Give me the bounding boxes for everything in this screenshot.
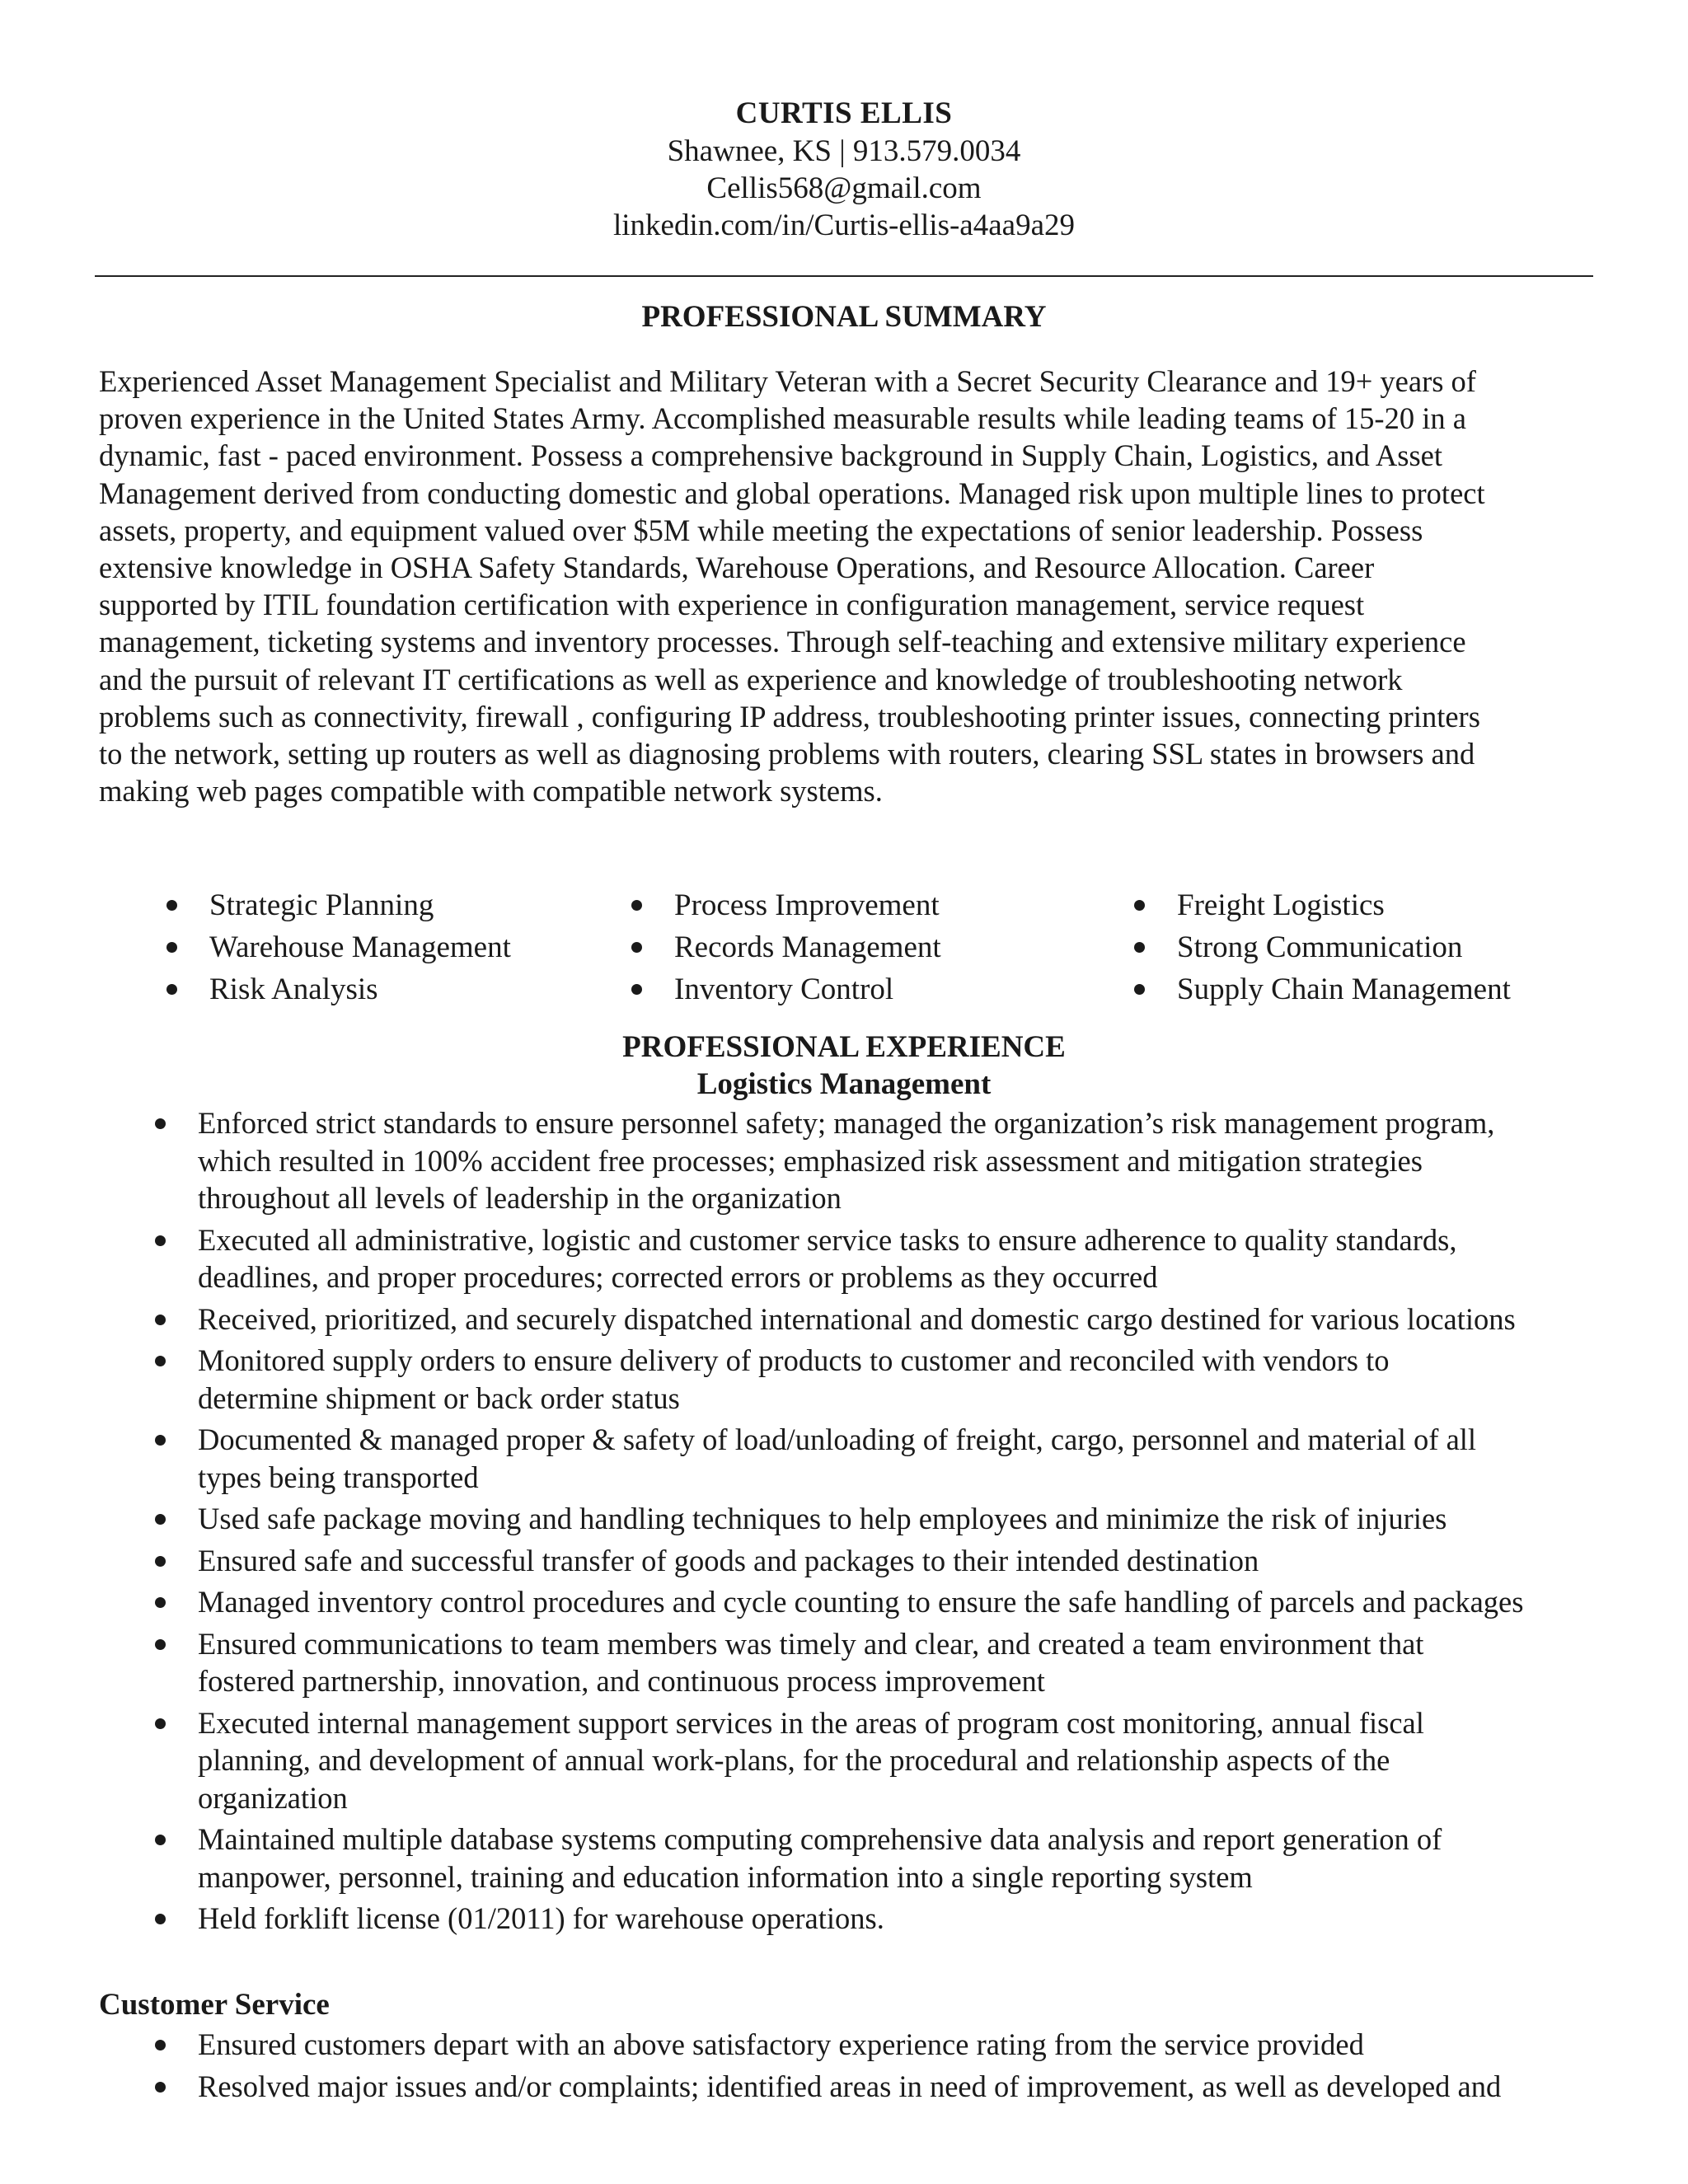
summary-line: supported by ITIL foundation certification with experience in configuration management, service request xyxy=(99,588,1365,622)
summary-line: management, ticketing systems and inventory processes. Through self-teaching and extensive military experience xyxy=(99,625,1466,659)
skill-item xyxy=(674,884,941,926)
email-address: Cellis568@gmail.com xyxy=(706,171,982,205)
customer-service-bullets xyxy=(198,2026,1599,2109)
experience-bullet: Maintained multiple database systems computing comprehensive data analysis and report generation of manpower, personnel, training and education information into a single reporting system xyxy=(198,1821,1599,1896)
experience-bullet: Executed internal management support services in the areas of program cost monitoring, annual fiscal planning, and development of annual work-plans, for the procedural and relationship aspects of the organization xyxy=(198,1704,1599,1817)
bullet-icon xyxy=(155,1639,166,1650)
resume-header xyxy=(0,95,1688,244)
logistics-subheading: Logistics Management xyxy=(696,1067,992,1101)
skills-list xyxy=(0,884,1688,1016)
skills-column xyxy=(1177,884,1511,1010)
summary-line: proven experience in the United States Army. Accomplished measurable results while leading teams of 15-20 in a xyxy=(99,401,1466,436)
bullet-icon xyxy=(155,1118,166,1129)
skill-label: Records Management xyxy=(674,930,941,964)
summary-line: Experienced Asset Management Specialist and Military Veteran with a Secret Security Clearance and 19+ years of xyxy=(99,364,1476,398)
bullet-icon xyxy=(155,2082,166,2093)
experience-bullet: Enforced strict standards to ensure personnel safety; managed the organization’s risk management program, which resulted in 100% accident free processes; emphasized risk assessment and mitigation strategies throughout all levels of leadership in the organization xyxy=(198,1104,1599,1217)
logistics-bullets xyxy=(198,1104,1599,1942)
skill-item xyxy=(209,926,511,968)
experience-bullet: Ensured safe and successful transfer of goods and packages to their intended destination xyxy=(198,1542,1599,1580)
bullet-icon xyxy=(155,1914,166,1924)
skill-label: Inventory Control xyxy=(674,972,894,1006)
skill-item xyxy=(674,926,941,968)
bullet-icon xyxy=(155,1556,166,1567)
bullet-icon xyxy=(155,1514,166,1525)
summary-heading: PROFESSIONAL SUMMARY xyxy=(641,300,1047,334)
skills-column xyxy=(674,884,941,1010)
summary-line: and the pursuit of relevant IT certifications as well as experience and knowledge of troubleshooting network xyxy=(99,662,1403,696)
bullet-icon xyxy=(155,1718,166,1729)
bullet-icon xyxy=(155,2040,166,2050)
bullet-icon xyxy=(155,1597,166,1608)
bullet-icon xyxy=(155,1235,166,1246)
skill-label: Risk Analysis xyxy=(209,972,378,1006)
experience-bullet: Executed all administrative, logistic and customer service tasks to ensure adherence to quality standards, deadlines, and proper procedures; corrected errors or problems as they occurred xyxy=(198,1221,1599,1296)
bullet-icon xyxy=(631,900,642,911)
experience-bullet: Resolved major issues and/or complaints; identified areas in need of improvement, as well as developed and xyxy=(198,2068,1599,2106)
skill-label: Supply Chain Management xyxy=(1177,972,1511,1006)
experience-bullet: Used safe package moving and handling techniques to help employees and minimize the risk of injuries xyxy=(198,1500,1599,1538)
header-divider xyxy=(95,275,1593,277)
experience-bullet: Held forklift license (01/2011) for warehouse operations. xyxy=(198,1900,1599,1938)
location-phone: Shawnee, KS | 913.579.0034 xyxy=(667,134,1021,168)
summary-line: Management derived from conducting domestic and global operations. Managed risk upon multiple lines to protect xyxy=(99,476,1485,510)
skill-label: Warehouse Management xyxy=(209,930,511,964)
experience-bullet: Documented & managed proper & safety of load/unloading of freight, cargo, personnel and material of all types being transported xyxy=(198,1421,1599,1496)
skill-item xyxy=(209,884,511,926)
skill-item xyxy=(674,968,941,1010)
skill-label: Freight Logistics xyxy=(1177,888,1385,922)
bullet-icon xyxy=(155,1315,166,1325)
skill-label: Strong Communication xyxy=(1177,930,1463,964)
skills-column xyxy=(209,884,511,1010)
skill-label: Strategic Planning xyxy=(209,888,434,922)
customer-service-subheading: Customer Service xyxy=(99,1988,330,2022)
experience-bullet: Managed inventory control procedures and cycle counting to ensure the safe handling of parcels and packages xyxy=(198,1583,1599,1621)
summary-line: assets, property, and equipment valued over $5M while meeting the expectations of senior leadership. Possess xyxy=(99,513,1423,547)
experience-heading: PROFESSIONAL EXPERIENCE xyxy=(622,1030,1066,1064)
bullet-icon xyxy=(631,942,642,953)
summary-line: dynamic, fast - paced environment. Possess a comprehensive background in Supply Chain, Logistics, and Asset xyxy=(99,438,1443,473)
bullet-icon xyxy=(631,984,642,995)
skill-item xyxy=(1177,968,1511,1010)
summary-paragraph xyxy=(99,363,1599,809)
experience-bullet: Received, prioritized, and securely dispatched international and domestic cargo destined for various locations xyxy=(198,1301,1599,1338)
bullet-icon xyxy=(155,1356,166,1366)
bullet-icon xyxy=(155,1435,166,1446)
skill-item xyxy=(1177,926,1511,968)
experience-bullet: Ensured customers depart with an above satisfactory experience rating from the service provided xyxy=(198,2026,1599,2064)
summary-line: to the network, setting up routers as well as diagnosing problems with routers, clearing SSL states in browsers and xyxy=(99,737,1475,771)
experience-bullet: Monitored supply orders to ensure delivery of products to customer and reconciled with vendors to determine shipment or back order status xyxy=(198,1342,1599,1417)
skill-item xyxy=(209,968,511,1010)
bullet-icon xyxy=(1134,984,1145,995)
bullet-icon xyxy=(155,1835,166,1845)
experience-bullet: Ensured communications to team members was timely and clear, and created a team environment that fostered partnership, innovation, and continuous process improvement xyxy=(198,1625,1599,1700)
summary-line: problems such as connectivity, firewall , configuring IP address, troubleshooting printer issues, connecting printers xyxy=(99,699,1480,733)
bullet-icon xyxy=(1134,900,1145,911)
bullet-icon xyxy=(166,984,177,995)
bullet-icon xyxy=(1134,942,1145,953)
summary-line: making web pages compatible with compatible network systems. xyxy=(99,774,883,808)
bullet-icon xyxy=(166,942,177,953)
skill-item xyxy=(1177,884,1511,926)
summary-line: extensive knowledge in OSHA Safety Standards, Warehouse Operations, and Resource Allocation. Career xyxy=(99,551,1375,585)
bullet-icon xyxy=(166,900,177,911)
skill-label: Process Improvement xyxy=(674,888,940,922)
candidate-name: CURTIS ELLIS xyxy=(735,96,953,130)
linkedin-url: linkedin.com/in/Curtis-ellis-a4aa9a29 xyxy=(612,209,1075,242)
